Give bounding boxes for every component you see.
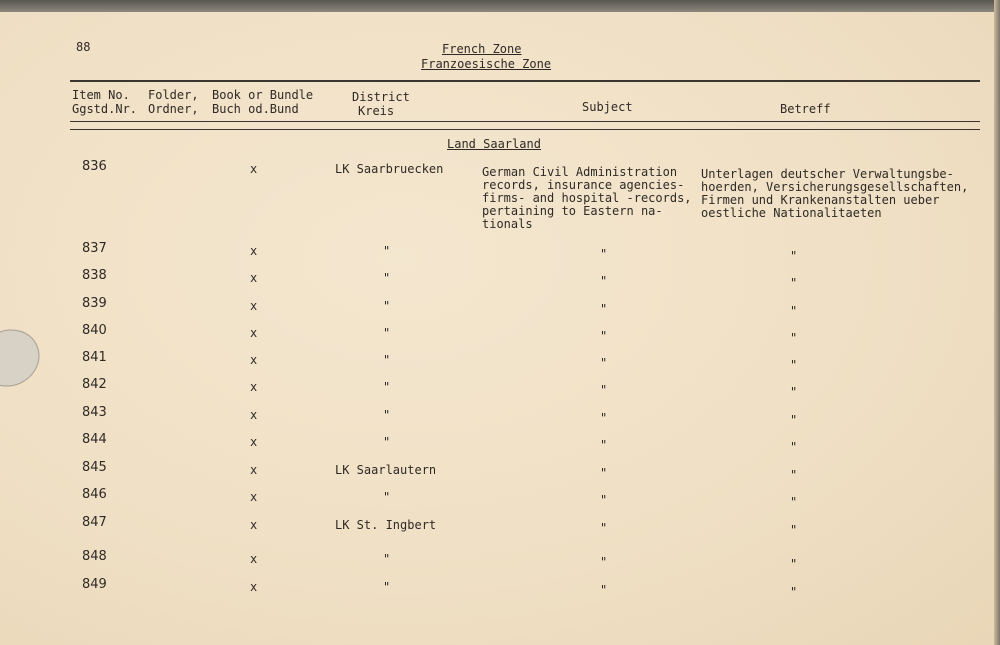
district-cell: " bbox=[383, 326, 391, 340]
subject-cell: " bbox=[600, 247, 608, 261]
betreff-cell: " bbox=[790, 331, 798, 345]
header-mid-rule bbox=[70, 121, 980, 122]
header-subject: Subject bbox=[582, 100, 633, 114]
district-cell: " bbox=[383, 435, 391, 449]
item-number: 846 bbox=[82, 487, 107, 502]
betreff-cell: " bbox=[790, 495, 798, 509]
header-item-no: Item No. bbox=[72, 88, 130, 102]
page-number: 88 bbox=[76, 40, 91, 54]
betreff-cell: " bbox=[790, 249, 798, 263]
header-book-or-bundle: Book or Bundle bbox=[212, 88, 314, 102]
subject-cell: " bbox=[600, 438, 608, 452]
zone-title-german: Franzoesische Zone bbox=[421, 57, 552, 71]
book-or-bundle-mark: x bbox=[250, 353, 258, 367]
book-or-bundle-mark: x bbox=[250, 518, 258, 532]
betreff-cell: " bbox=[790, 440, 798, 454]
subject-cell: " bbox=[600, 356, 608, 370]
zone-title: French Zone bbox=[442, 42, 522, 56]
item-number: 847 bbox=[82, 515, 107, 530]
district-cell: " bbox=[383, 552, 391, 566]
item-number: 838 bbox=[82, 268, 107, 283]
book-or-bundle-mark: x bbox=[250, 380, 258, 394]
betreff-cell: " bbox=[790, 585, 798, 599]
district-cell: " bbox=[383, 271, 391, 285]
subject-cell: " bbox=[600, 302, 608, 316]
betreff-cell: " bbox=[790, 304, 798, 318]
district-cell: " bbox=[383, 244, 391, 258]
betreff-cell: " bbox=[790, 413, 798, 427]
betreff-cell: " bbox=[790, 385, 798, 399]
subject-cell: " bbox=[600, 555, 608, 569]
item-number: 842 bbox=[82, 377, 107, 392]
subject-cell: " bbox=[600, 329, 608, 343]
book-or-bundle-mark: x bbox=[250, 299, 258, 313]
book-or-bundle-mark: x bbox=[250, 490, 258, 504]
header-kreis: Kreis bbox=[358, 104, 395, 118]
subject-cell: " bbox=[600, 274, 608, 288]
book-or-bundle-mark: x bbox=[250, 552, 258, 566]
betreff-cell: " bbox=[790, 358, 798, 372]
header-bottom-rule bbox=[70, 129, 980, 130]
book-or-bundle-mark: x bbox=[250, 326, 258, 340]
district-cell: LK St. Ingbert bbox=[335, 518, 437, 532]
district-cell: " bbox=[383, 580, 391, 594]
item-number: 839 bbox=[82, 296, 107, 311]
book-or-bundle-mark: x bbox=[250, 435, 258, 449]
subject-cell: " bbox=[600, 466, 608, 480]
item-number: 841 bbox=[82, 350, 107, 365]
scan-top-edge bbox=[0, 0, 1000, 12]
subject-cell: " bbox=[600, 583, 608, 597]
scan-right-edge bbox=[994, 0, 1000, 645]
item-number: 836 bbox=[82, 159, 107, 174]
district-cell: " bbox=[383, 380, 391, 394]
district-cell: " bbox=[383, 353, 391, 367]
book-or-bundle-mark: x bbox=[250, 580, 258, 594]
section-title: Land Saarland bbox=[447, 137, 541, 151]
header-top-rule bbox=[70, 80, 980, 82]
header-ordner: Ordner, bbox=[148, 102, 199, 116]
book-or-bundle-mark: x bbox=[250, 463, 258, 477]
item-number: 845 bbox=[82, 460, 107, 475]
district-cell: LK Saarbruecken bbox=[335, 162, 444, 176]
district-cell: " bbox=[383, 490, 391, 504]
subject-cell: " bbox=[600, 493, 608, 507]
header-ggstd-nr: Ggstd.Nr. bbox=[72, 102, 138, 116]
subject-cell: German Civil Administration records, insurance agencies- firms- and hospital -records, pertaining to Eastern na- tionals bbox=[482, 165, 692, 231]
item-number: 848 bbox=[82, 549, 107, 564]
subject-cell: " bbox=[600, 383, 608, 397]
subject-cell: " bbox=[600, 521, 608, 535]
item-number: 843 bbox=[82, 405, 107, 420]
header-folder: Folder, bbox=[148, 88, 199, 102]
header-district: District bbox=[352, 90, 410, 104]
book-or-bundle-mark: x bbox=[250, 244, 258, 258]
book-or-bundle-mark: x bbox=[250, 162, 258, 176]
header-buch-od-bund: Buch od.Bund bbox=[212, 102, 299, 116]
item-number: 844 bbox=[82, 432, 107, 447]
betreff-cell: " bbox=[790, 468, 798, 482]
header-betreff: Betreff bbox=[780, 102, 831, 116]
book-or-bundle-mark: x bbox=[250, 408, 258, 422]
betreff-cell: Unterlagen deutscher Verwaltungsbe- hoerden, Versicherungsgesellschaften, Firmen und Krankenanstalten ueber oestliche Nationalitaeten bbox=[701, 167, 969, 220]
betreff-cell: " bbox=[790, 523, 798, 537]
book-or-bundle-mark: x bbox=[250, 271, 258, 285]
district-cell: " bbox=[383, 408, 391, 422]
betreff-cell: " bbox=[790, 276, 798, 290]
district-cell: LK Saarlautern bbox=[335, 463, 437, 477]
item-number: 837 bbox=[82, 241, 107, 256]
item-number: 840 bbox=[82, 323, 107, 338]
binder-tab bbox=[0, 320, 49, 397]
betreff-cell: " bbox=[790, 557, 798, 571]
district-cell: " bbox=[383, 299, 391, 313]
item-number: 849 bbox=[82, 577, 107, 592]
subject-cell: " bbox=[600, 411, 608, 425]
